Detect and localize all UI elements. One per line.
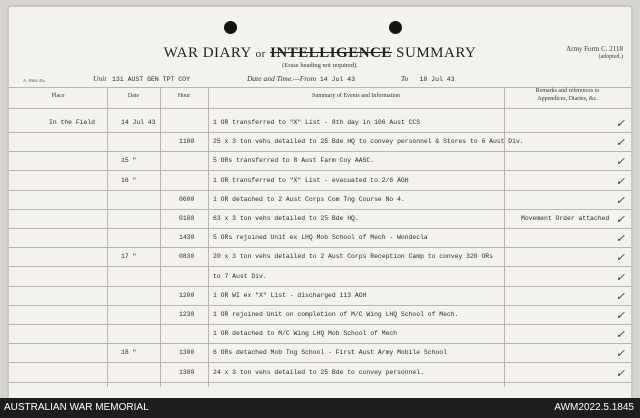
cell-hour: 0830 <box>179 253 195 261</box>
check-mark-icon: ✓ <box>615 194 625 207</box>
check-mark-icon: ✓ <box>615 329 625 342</box>
punch-hole <box>224 21 237 34</box>
punch-hole <box>389 21 402 34</box>
date-range-field: Date and Time.—From 14 Jul 43 <box>247 74 355 83</box>
table-row <box>9 349 631 361</box>
table-row <box>9 330 631 342</box>
col-header-remarks: Remarks and references to Appendices, Diaries, &c. <box>535 88 600 102</box>
footer-accession: AWM2022.5.1845 <box>554 402 634 413</box>
row-rule <box>9 362 631 363</box>
col-header-date: Date <box>127 93 140 99</box>
cell-date: 16 " <box>121 176 137 184</box>
cell-hour: 1230 <box>179 311 195 318</box>
cell-hour: 0100 <box>179 215 195 222</box>
cell-summary: 24 x 3 ton vehs detailed to 25 Bde to convey personnel. <box>213 368 424 376</box>
cell-summary: 1 OR transferred to "X" List - evacuated to 2/6 AGH <box>213 176 409 184</box>
row-rule <box>9 228 631 229</box>
cell-summary: 63 x 3 ton vehs detailed to 25 Bde HQ. <box>213 215 359 222</box>
form-label: Army Form C. 2118 (adopted.) <box>566 45 623 60</box>
date-to-field: To 18 Jul 43 <box>401 74 455 83</box>
table-row <box>9 119 631 131</box>
cell-date: 17 " <box>121 253 137 261</box>
cell-summary: 5 ORs transferred to 8 Aust Farm Coy AASC. <box>213 157 375 165</box>
cell-summary: 1 OR detached to M/C Wing LHQ Mob School of Mech <box>213 330 398 338</box>
check-mark-icon: ✓ <box>615 137 625 150</box>
table-row <box>9 273 631 285</box>
cell-hour: 0600 <box>179 195 195 203</box>
unit-field: Unit 131 AUST GEN TPT COY <box>93 74 190 83</box>
check-mark-icon: ✓ <box>615 252 625 265</box>
footer-credit: AUSTRALIAN WAR MEMORIAL <box>4 402 149 413</box>
check-mark-icon: ✓ <box>615 290 625 303</box>
row-rule <box>9 190 631 191</box>
cell-hour: 1430 <box>179 234 195 242</box>
cell-summary: 1 OR WI ex "X" List - discharged 113 AGH <box>213 291 367 299</box>
row-rule <box>9 266 631 267</box>
check-mark-icon: ✓ <box>615 271 625 284</box>
check-mark-icon: ✓ <box>615 175 625 188</box>
col-header-place: Place <box>51 93 65 99</box>
check-mark-icon: ✓ <box>615 367 625 380</box>
row-rule <box>9 132 631 133</box>
cell-place: In the Field <box>49 119 96 126</box>
row-rule <box>9 151 631 152</box>
footer-bar <box>0 398 640 418</box>
check-mark-icon: ✓ <box>615 118 625 130</box>
cell-summary: to 7 Aust Div. <box>213 272 267 280</box>
diary-sheet <box>8 6 632 400</box>
check-mark-icon: ✓ <box>615 214 625 226</box>
col-header-summary: Summary of Events and Information <box>312 93 400 99</box>
table-row <box>9 253 631 265</box>
check-mark-icon: ✓ <box>615 310 625 322</box>
page-title: WAR DIARY or INTELLIGENCE SUMMARY <box>163 45 477 61</box>
cell-hour: 1200 <box>179 291 195 299</box>
cell-remarks: Movement Order attached <box>521 215 610 222</box>
cell-summary: 1 OR detached to 2 Aust Corps Com Tng Course No 4. <box>213 195 405 203</box>
cell-summary: 1 OR rejoined Unit on completion of M/C Wing LHQ School of Mech. <box>213 311 459 318</box>
table-row <box>9 138 631 150</box>
cell-summary: 25 x 3 ton vehs detailed to 25 Bde HQ to convey personnel & Stores to 6 Aust Div. <box>213 138 524 146</box>
row-rule <box>9 170 631 171</box>
table-row <box>9 292 631 304</box>
header-rule <box>9 108 631 109</box>
row-rule <box>9 247 631 248</box>
check-mark-icon: ✓ <box>615 233 625 246</box>
table-row <box>9 311 631 323</box>
subtitle: (Erase heading not required). <box>282 62 358 69</box>
cell-summary: 20 x 3 ton vehs detailed to 2 Aust Corps Reception Camp to convey 320 ORs <box>213 253 493 261</box>
cell-summary: 5 ORs rejoined Unit ex LHQ Mob School of Mech - Wondecla <box>213 234 428 242</box>
cell-summary: 1 OR transferred to "X" List - 8th day in 106 Aust CCS <box>213 119 421 126</box>
cell-summary: 6 ORs detached Mob Tng School - First Aust Army Mobile School <box>213 349 447 357</box>
table-row <box>9 177 631 189</box>
col-header-hour: Hour <box>177 93 191 99</box>
row-rule <box>9 382 631 383</box>
table-row <box>9 369 631 381</box>
row-rule <box>9 343 631 344</box>
cell-hour: 1300 <box>179 368 195 376</box>
table-row <box>9 215 631 227</box>
row-rule <box>9 305 631 306</box>
table-row <box>9 196 631 208</box>
row-rule <box>9 286 631 287</box>
cell-date: 18 " <box>121 349 137 357</box>
row-rule <box>9 324 631 325</box>
table-row <box>9 234 631 246</box>
cell-date: 15 " <box>121 157 137 165</box>
cell-date: 14 Jul 43 <box>121 119 156 126</box>
cell-hour: 1300 <box>179 349 195 357</box>
form-number: A. 8964 45x <box>23 78 46 83</box>
check-mark-icon: ✓ <box>615 348 625 361</box>
row-rule <box>9 209 631 210</box>
cell-hour: 1100 <box>179 138 195 146</box>
table-row <box>9 157 631 169</box>
check-mark-icon: ✓ <box>615 156 625 169</box>
